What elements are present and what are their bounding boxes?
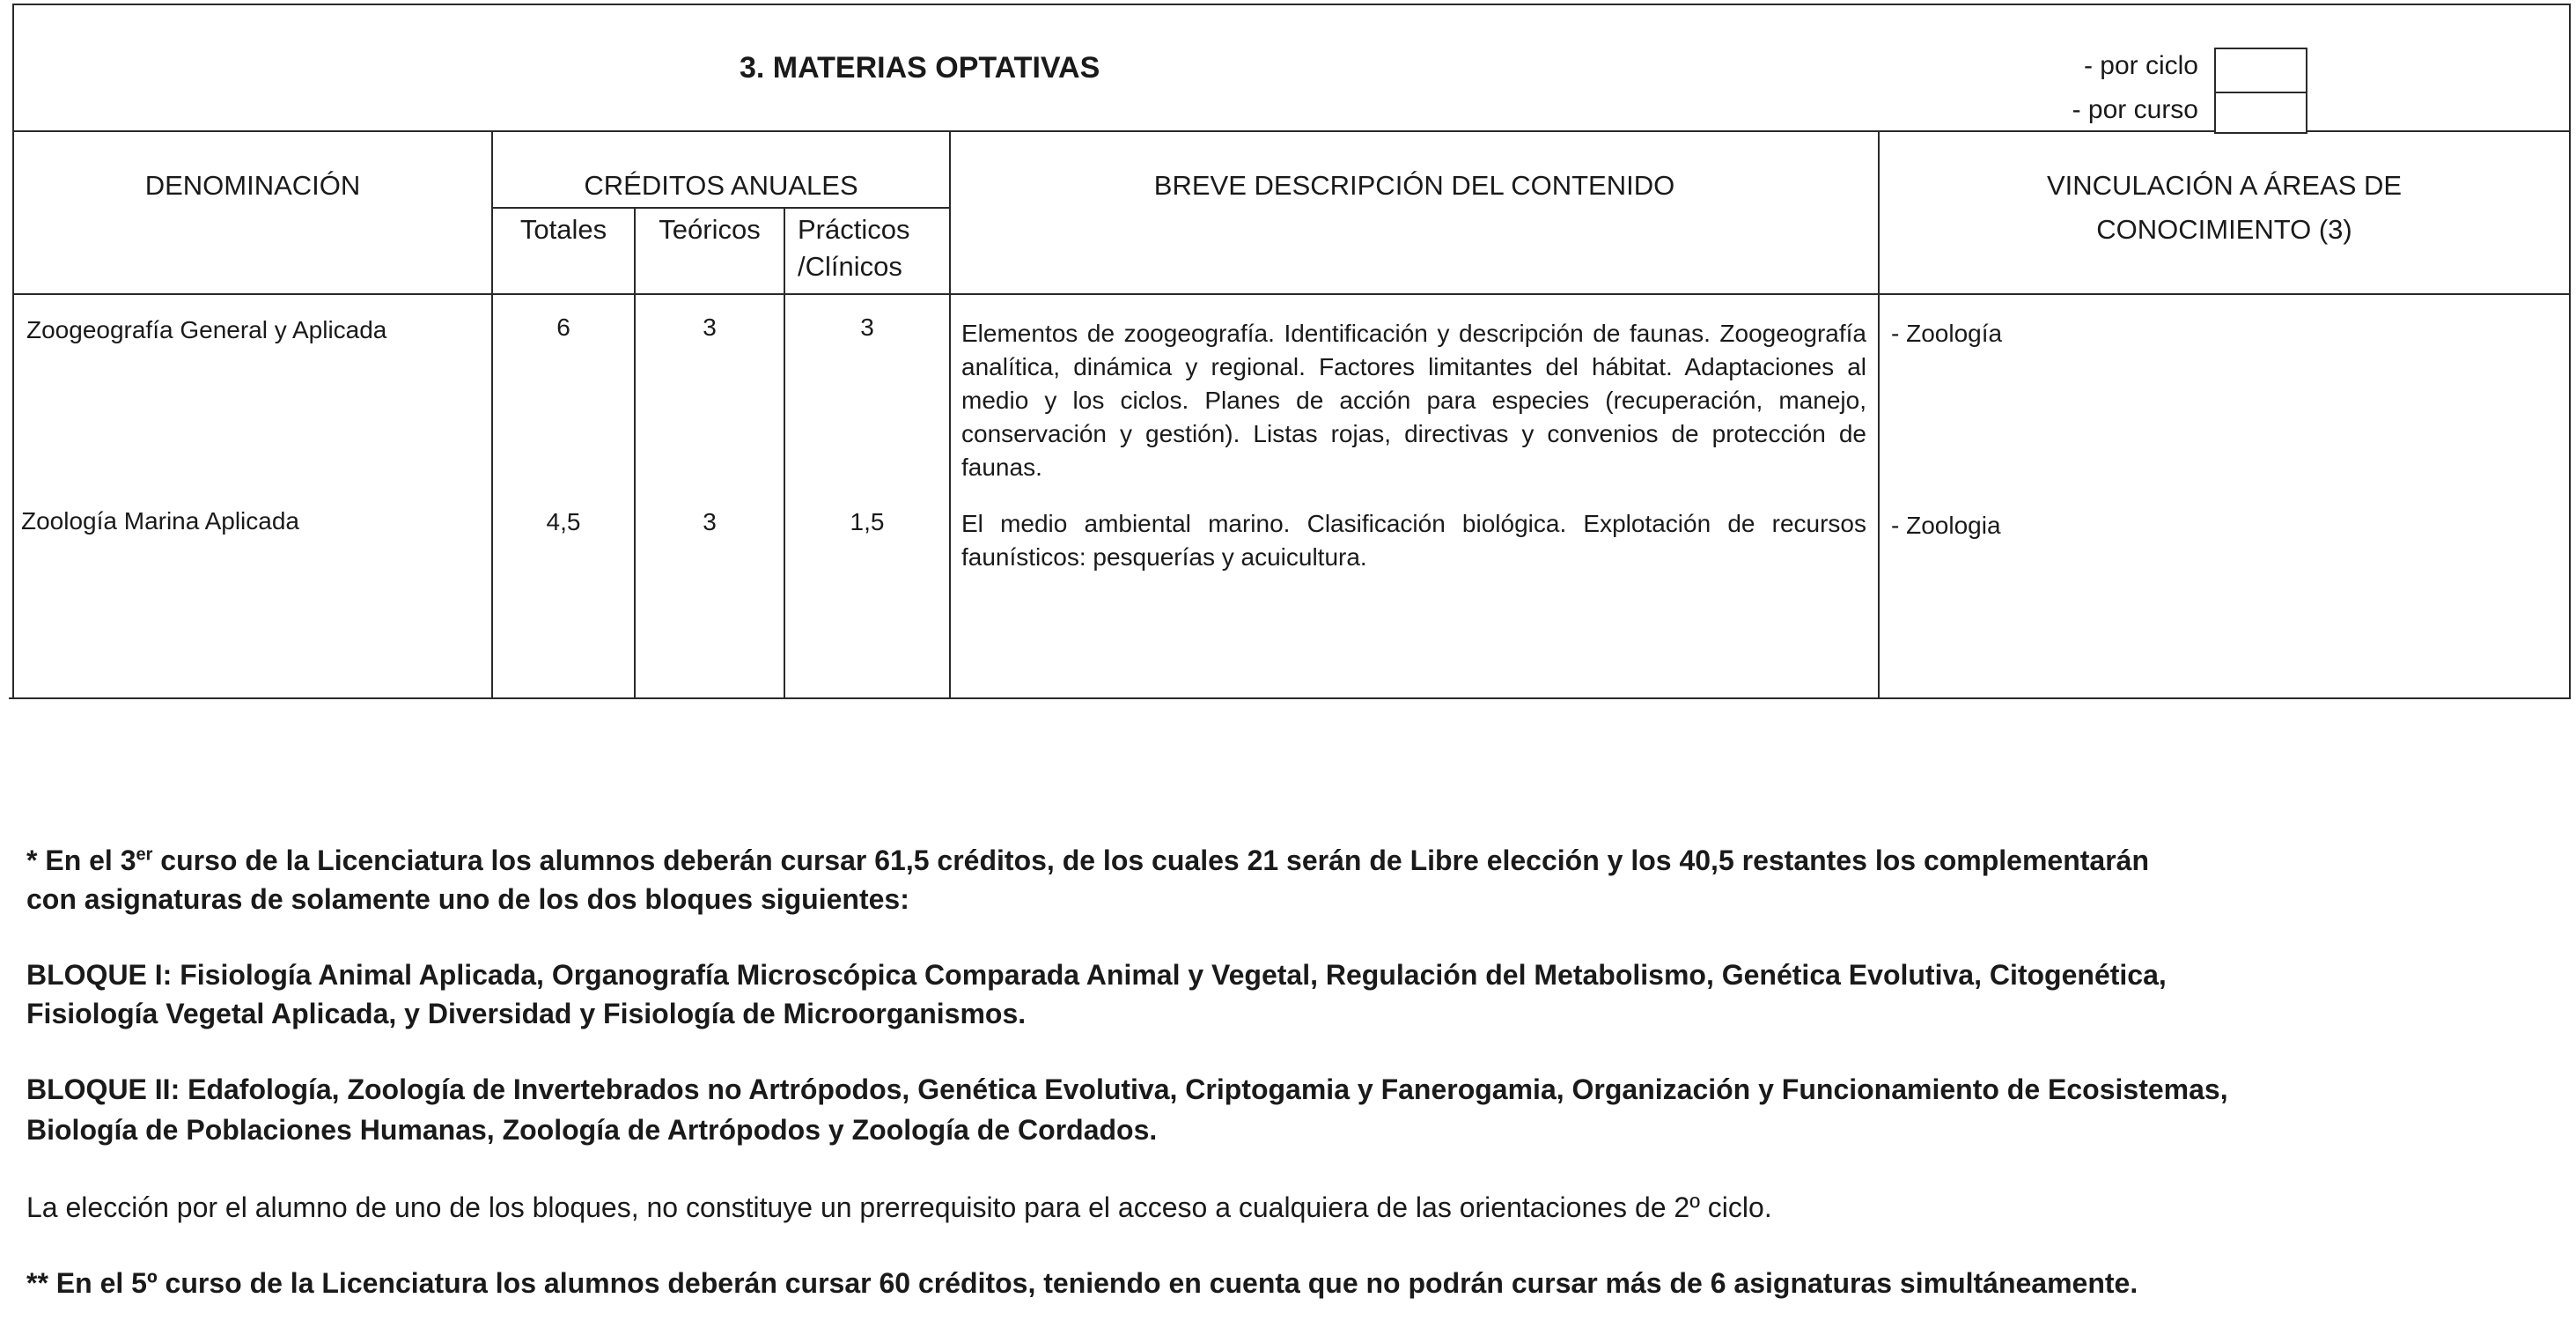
col-divider-4 (949, 130, 951, 699)
row-1-practicos: 3 (860, 313, 874, 341)
header-vinculacion-line1: VINCULACIÓN A ÁREAS DE (2046, 170, 2403, 201)
por-curso-label: - por curso (2072, 95, 2198, 124)
header-denominacion: DENOMINACIÓN (144, 170, 361, 201)
table-top-border (12, 4, 2571, 5)
header-vinculacion (1880, 164, 2569, 252)
por-curso-box (2214, 92, 2307, 134)
row-1-teoricos: 3 (703, 313, 717, 341)
row-1-name: Zoogeografía General y Aplicada (26, 316, 387, 343)
row-1-area: - Zoología (1891, 320, 2003, 347)
header-practicos-line1: Prácticos (798, 214, 910, 245)
col-divider-2 (634, 208, 636, 699)
header-teoricos: Teóricos (659, 214, 761, 245)
header-totales: Totales (519, 214, 607, 245)
section-title: 3. MATERIAS OPTATIVAS (740, 51, 1100, 85)
note-quinto-curso: ** En el 5º curso de la Licenciatura los alumnos deberán cursar 60 créditos, teniendo en cuenta que no podrán cursar más de 6 asignaturas simultáneamente. (26, 1267, 2138, 1299)
por-ciclo-box (2214, 48, 2307, 93)
bloque-ii-line1: BLOQUE II: Edafología, Zoología de Invertebrados no Artrópodos, Genética Evolutiva, Criptogamia y Fanerogamia, Organización y Funcionamiento de Ecosistemas, (26, 1073, 2228, 1105)
row-2-description: El medio ambiental marino. Clasificación biológica. Explotación de recursos faunísticos: pesquerías y acuicultura. (961, 510, 1866, 571)
header-bottom-border (12, 293, 2571, 295)
note-tercer-curso-line1 (26, 842, 2149, 879)
header-vinculacion-line2: CONOCIMIENTO (3) (2096, 214, 2352, 245)
row-2-teoricos: 3 (703, 508, 717, 535)
row-2-area: - Zoologia (1891, 512, 2001, 539)
row-2-name: Zoología Marina Aplicada (21, 507, 299, 535)
bloque-i-line2: Fisiología Vegetal Aplicada, y Diversidad y Fisiología de Microorganismos. (26, 998, 1027, 1029)
note-eleccion: La elección por el alumno de uno de los bloques, no constituye un prerrequisito para el acceso a cualquiera de las orientaciones de 2º ciclo. (26, 1191, 1772, 1223)
header-practicos (785, 211, 949, 285)
bloque-ii-line2: Biología de Poblaciones Humanas, Zoología de Artrópodos y Zoología de Cordados. (26, 1114, 1158, 1146)
note-tercer-curso-prefix: * En el 3 (26, 845, 136, 876)
table-left-border (12, 4, 14, 699)
row-1-description: Elementos de zoogeografía. Identificación y descripción de faunas. Zoogeografía analítica, dinámica y regional. Factores limitantes del hábitat. Adaptaciones al medio y los ciclos. Planes de acción para especies (recuperación, manejo, conservación y gestión). Listas rojas, directivas y convenios de protección de faunas. (961, 320, 1866, 481)
table-right-border (2569, 4, 2571, 699)
row-1-totales: 6 (556, 313, 570, 341)
header-descripcion: BREVE DESCRIPCIÓN DEL CONTENIDO (1153, 170, 1675, 201)
row-2-practicos: 1,5 (850, 508, 885, 535)
header-practicos-line2: /Clínicos (798, 251, 902, 282)
note-tercer-curso-rest: curso de la Licenciatura los alumnos deberán cursar 61,5 créditos, de los cuales 21 serán de Libre elección y los 40,5 restantes los complementarán (152, 845, 2150, 876)
note-tercer-curso-line2: con asignaturas de solamente uno de los dos bloques siguientes: (26, 883, 909, 915)
por-ciclo-label: - por ciclo (2083, 51, 2198, 80)
bloque-i-line1: BLOQUE I: Fisiología Animal Aplicada, Organografía Microscópica Comparada Animal y Vegetal, Regulación del Metabolismo, Genética Evolutiva, Citogenética, (26, 959, 2167, 991)
title-row-bottom-border (12, 130, 2571, 132)
header-creditos-anuales: CRÉDITOS ANUALES (584, 170, 858, 201)
note-tercer-curso-sup: er (136, 845, 153, 865)
row-2-totales: 4,5 (546, 508, 581, 535)
table-bottom-border (9, 697, 2571, 699)
